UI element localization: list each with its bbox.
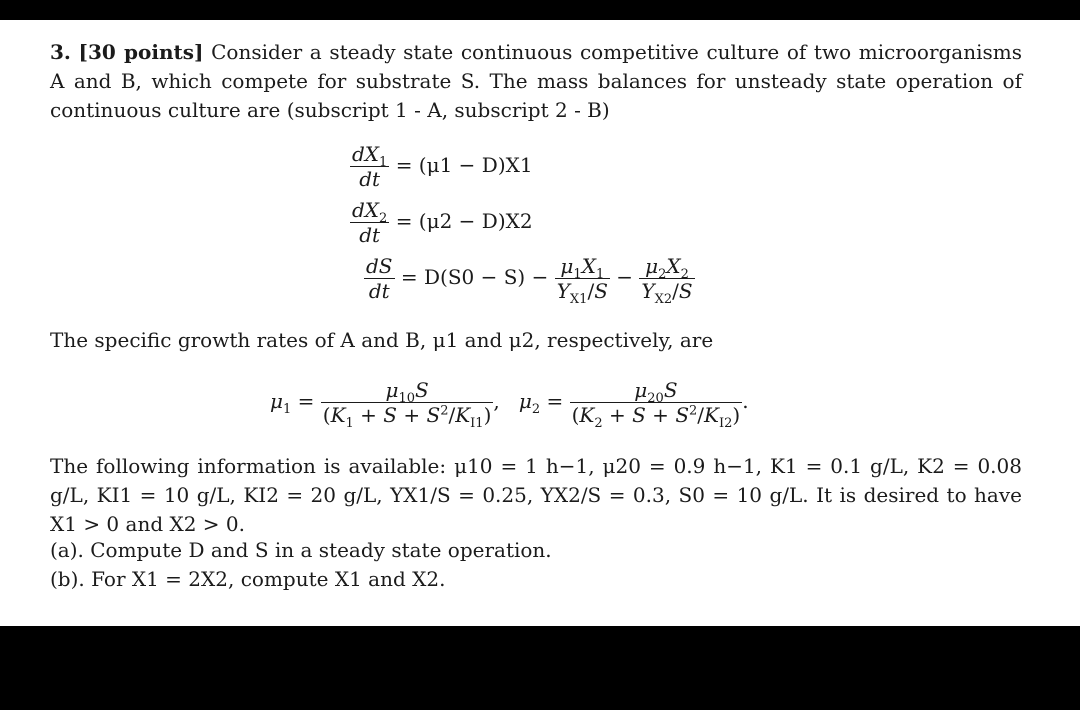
growth-rate-sentence: The specific growth rates of A and B, μ1 and μ2, respectively, are [50,328,714,352]
part-b: (b). For X1 = 2X2, compute X1 and X2. [50,567,446,591]
problem-intro: Consider a steady state continuous competitive culture of two microorganisms A and B, which compete for substrate S. The mass balances for unsteady state operation of continuous culture are (subscript 1 - A, subscript 2 - B) [50,40,1023,122]
eq2-rhs: = (μ2 − D)X2 [395,209,533,233]
info-desire: It is desired to have X1 > 0 and X2 > 0. [50,483,1022,536]
given-information [50,452,1022,539]
mass-balance-s: $\frac{dS}{dt}$ = D(S0 − S) − $\frac{\mu_1X_1}{Y_{X1}/S}$ − $\frac{\mu_2X_2}{Y_{X2}/S}$ [366,254,693,307]
problem-number: 3. [50,40,71,64]
document-page [0,20,1080,626]
eq3-minus: − [616,265,634,289]
mass-balance-x2: $\frac{dX_2}{dt}$ = (μ2 − D)X2 [352,198,533,247]
info-lead: The following information is available: [50,454,447,478]
problem-points: [30 points] [78,40,204,64]
info-values: μ10 = 1 h−1, μ20 = 0.9 h−1, K1 = 0.1 g/L, K2 = 0.08 g/L, KI1 = 10 g/L, KI2 = 20 g/L, YX1/S = 0.25, YX2/S = 0.3, S0 = 10 g/L. [50,454,1022,507]
mass-balance-x1: $\frac{dX_1}{dt}$ = (μ1 − D)X1 [352,142,533,191]
problem-statement [50,38,1022,125]
eq3-rhs: = D(S0 − S) − [400,265,549,289]
part-a: (a). Compute D and S in a steady state operation. [50,538,552,562]
eq1-rhs: = (μ1 − D)X1 [395,153,533,177]
growth-rate-formulas: $\mu_1$ = $\frac{\mu_{10}S}{(K_1 + S + S^2/K_{I1})}$ , $\mu_2$ = $\frac{\mu_{20}S}{(K_2 + S + S^2/K_{I2})}$ . [270,378,749,431]
